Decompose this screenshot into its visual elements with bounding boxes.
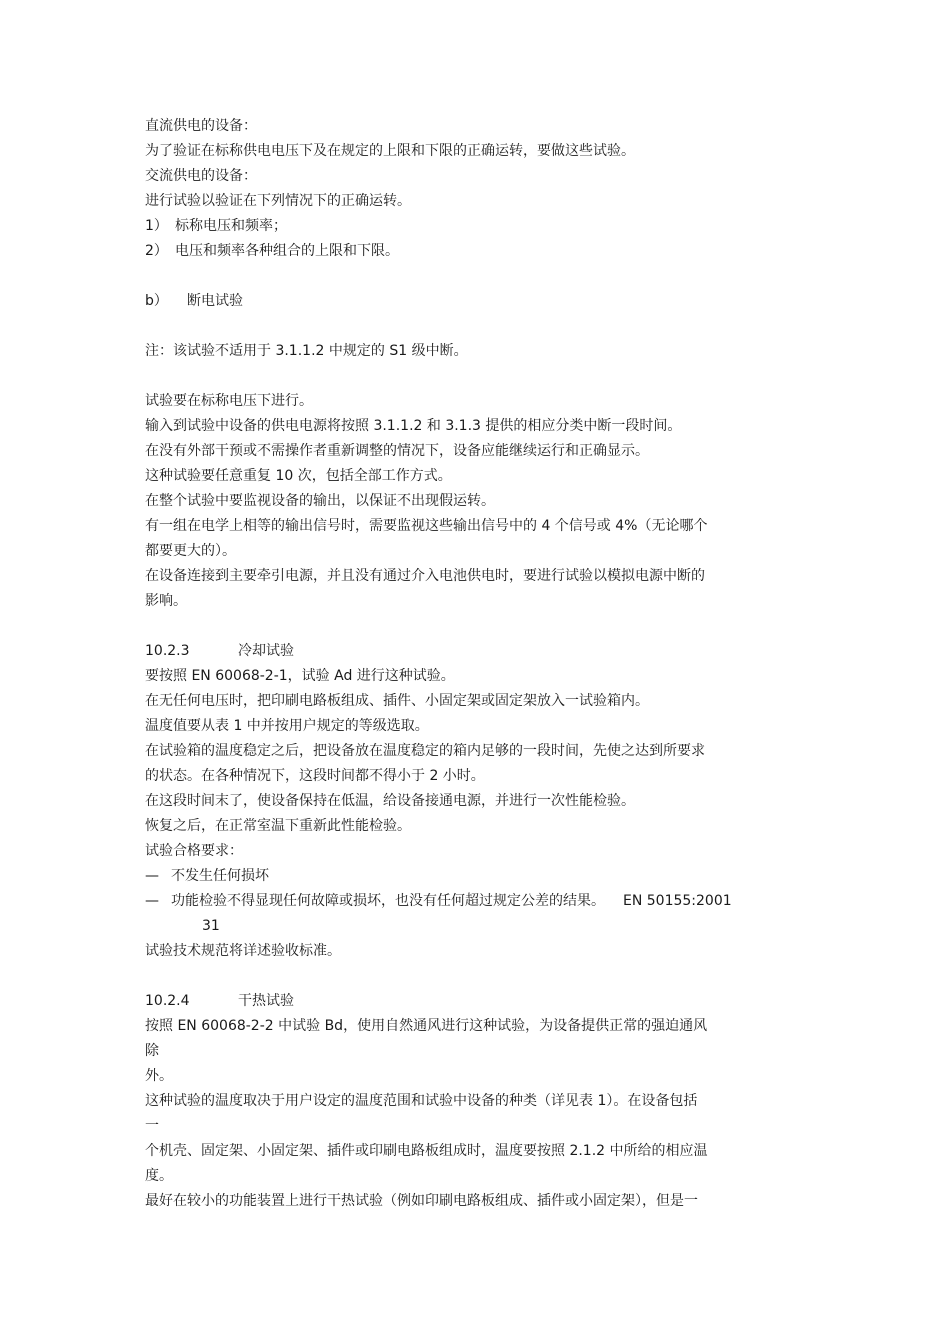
- text-line: 除: [145, 1043, 159, 1059]
- section-title: 干热试验: [238, 993, 294, 1009]
- dash-item: [145, 864, 810, 889]
- text-line: 外。: [145, 1068, 173, 1084]
- section-number: 10.2.3: [145, 643, 190, 659]
- text-line: 交流供电的设备：: [145, 168, 257, 184]
- text-line: 在无任何电压时，把印刷电路板组成、插件、小固定架或固定架放入一试验箱内。: [145, 693, 649, 709]
- note-line: 注：该试验不适用于 3.1.1.2 中规定的 S1 级中断。: [145, 343, 468, 359]
- dash-item: [145, 889, 810, 914]
- text-line: 个机壳、固定架、小固定架、插件或印刷电路板组成时，温度要按照 2.1.2 中所给的相应温: [145, 1143, 708, 1159]
- text-line: 试验技术规范将详述验收标准。: [145, 943, 341, 959]
- subsection-marker: b）: [145, 293, 168, 309]
- text-line: 都要更大的）。: [145, 543, 236, 559]
- dash-marker: —: [145, 893, 159, 909]
- text-line: 一: [145, 1118, 159, 1134]
- list-marker: 1）: [145, 218, 168, 234]
- text-line: 直流供电的设备：: [145, 118, 257, 134]
- text-line: 在没有外部干预或不需操作者重新调整的情况下，设备应能继续运行和正确显示。: [145, 443, 649, 459]
- text-line: 恢复之后，在正常室温下重新此性能检验。: [145, 818, 411, 834]
- text-line: 这种试验要任意重复 10 次，包括全部工作方式。: [145, 468, 452, 484]
- standard-reference: EN 50155:2001: [623, 893, 732, 909]
- section-heading: [145, 989, 810, 1014]
- list-marker: 2）: [145, 243, 168, 259]
- text-line: 这种试验的温度取决于用户设定的温度范围和试验中设备的种类（详见表 1）。在设备包括: [145, 1093, 698, 1109]
- text-line: 按照 EN 60068-2-2 中试验 Bd，使用自然通风进行这种试验，为设备提供正常的强迫通风: [145, 1018, 708, 1034]
- text-line: 进行试验以验证在下列情况下的正确运转。: [145, 193, 411, 209]
- list-item-text: 电压和频率各种组合的上限和下限。: [175, 243, 399, 259]
- text-line: 度。: [145, 1168, 173, 1184]
- text-line: 输入到试验中设备的供电电源将按照 3.1.1.2 和 3.1.3 提供的相应分类中断一段时间。: [145, 418, 682, 434]
- text-line: 温度值要从表 1 中并按用户规定的等级选取。: [145, 718, 429, 734]
- list-item-text: 标称电压和频率；: [175, 218, 287, 234]
- list-item: [145, 214, 810, 239]
- text-line: 在设备连接到主要牵引电源，并且没有通过介入电池供电时，要进行试验以模拟电源中断的: [145, 568, 705, 584]
- text-line: 有一组在电学上相等的输出信号时，需要监视这些输出信号中的 4 个信号或 4%（无论哪个: [145, 518, 708, 534]
- text-line: 试验要在标称电压下进行。: [145, 393, 313, 409]
- text-line: 要按照 EN 60068-2-1，试验 Ad 进行这种试验。: [145, 668, 455, 684]
- text-line: 在试验箱的温度稳定之后，把设备放在温度稳定的箱内足够的一段时间，先使之达到所要求: [145, 743, 705, 759]
- text-line: 为了验证在标称供电电压下及在规定的上限和下限的正确运转，要做这些试验。: [145, 143, 635, 159]
- section-heading: [145, 639, 810, 664]
- text-line: 最好在较小的功能装置上进行干热试验（例如印刷电路板组成、插件或小固定架），但是一: [145, 1193, 698, 1209]
- page-number: 31: [202, 918, 220, 934]
- section-number: 10.2.4: [145, 993, 190, 1009]
- text-line: 影响。: [145, 593, 187, 609]
- list-item: [145, 239, 810, 264]
- text-line: 试验合格要求：: [145, 843, 243, 859]
- dash-item-text: 不发生任何损坏: [171, 868, 269, 884]
- dash-marker: —: [145, 868, 159, 884]
- document-page: [145, 114, 810, 1214]
- dash-item-text: 功能检验不得显现任何故障或损坏，也没有任何超过规定公差的结果。: [171, 893, 605, 909]
- subsection-title: 断电试验: [187, 293, 243, 309]
- section-title: 冷却试验: [238, 643, 294, 659]
- text-line: 的状态。在各种情况下，这段时间都不得小于 2 小时。: [145, 768, 485, 784]
- subsection-heading: [145, 289, 810, 314]
- text-line: 在整个试验中要监视设备的输出，以保证不出现假运转。: [145, 493, 495, 509]
- text-line: 在这段时间末了，使设备保持在低温，给设备接通电源，并进行一次性能检验。: [145, 793, 635, 809]
